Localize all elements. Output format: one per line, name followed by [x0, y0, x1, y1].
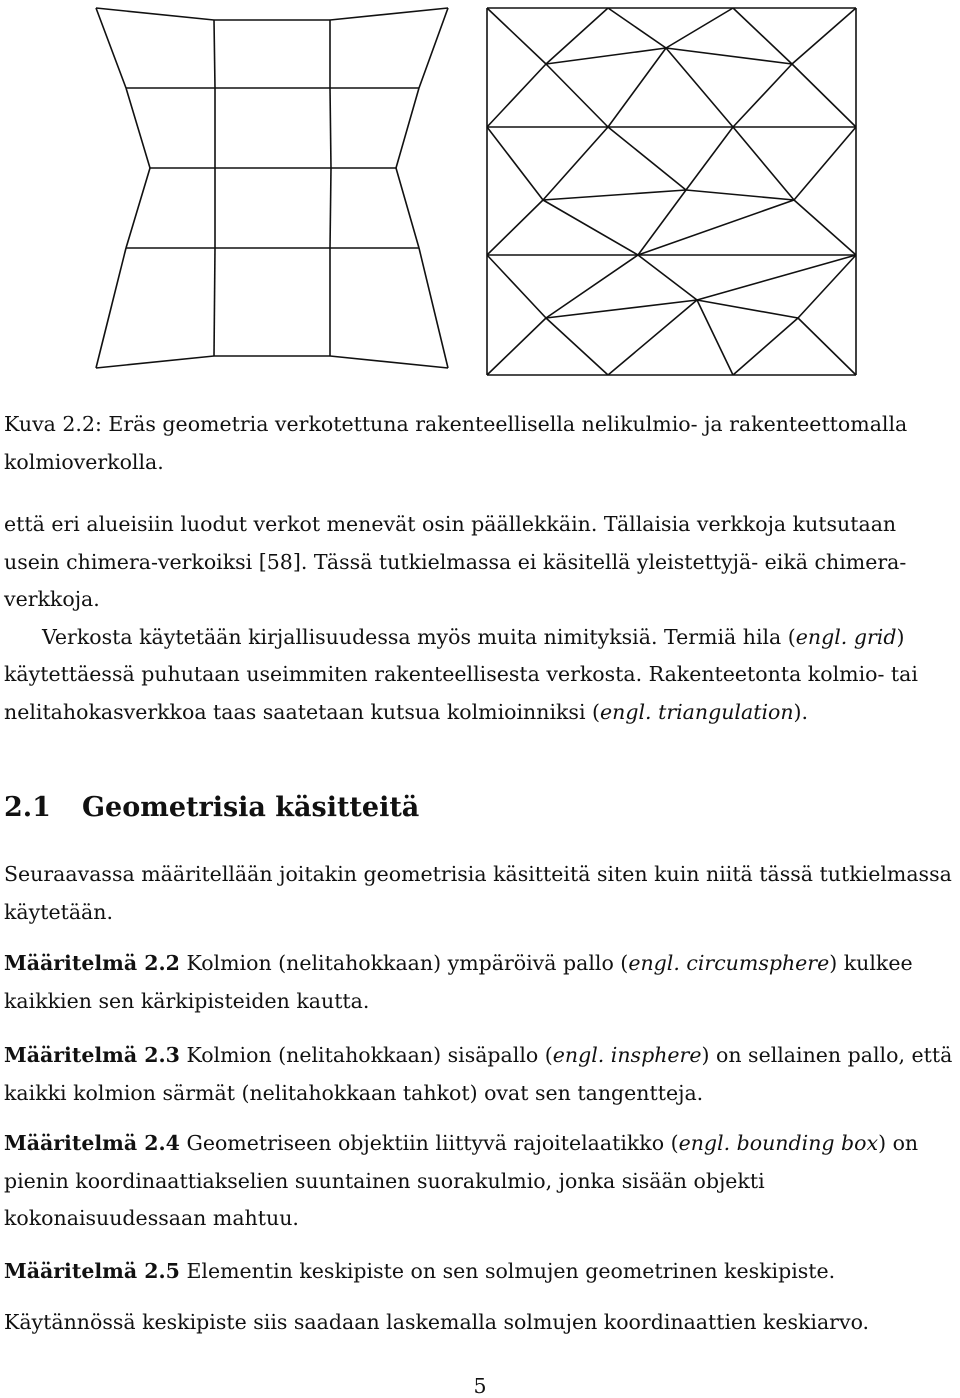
- figure-caption: [4, 406, 956, 481]
- mesh-edge: [96, 8, 214, 20]
- text-run: Geometriseen objektiin liittyvä rajoitelaatikko (: [179, 1131, 679, 1155]
- mesh-edge: [546, 48, 666, 64]
- mesh-edge: [546, 8, 608, 64]
- mesh-edge: [330, 8, 448, 20]
- triangle-mesh-diagram: [487, 8, 856, 375]
- mesh-edge: [419, 8, 448, 88]
- mesh-edge: [330, 88, 331, 168]
- mesh-edge: [96, 356, 214, 368]
- mesh-edge: [666, 48, 733, 127]
- text-run: Kolmion (nelitahokkaan) ympäröivä pallo (: [179, 951, 629, 975]
- page-number: 5: [473, 1374, 487, 1398]
- mesh-edge: [487, 64, 546, 127]
- paragraph-chimera: että eri alueisiin luodut verkot menevät osin päällekkäin. Tällaisia verkkoja kutsutaan usein chimera-verkoiksi [58]. Tässä tutkielmassa ei käsitellä yleistettyjä- eikä chimera-verkkoja.: [4, 512, 907, 611]
- mesh-edge: [792, 64, 856, 127]
- mesh-edge: [543, 190, 686, 200]
- mesh-edge: [546, 64, 608, 127]
- mesh-edge: [794, 127, 856, 200]
- mesh-edge: [733, 8, 792, 64]
- mesh-edge: [608, 300, 697, 375]
- english-term: engl. bounding box: [678, 1131, 879, 1155]
- text-run: ) käytettäessä puhutaan useimmiten rakenteellisesta verkosta. Rakenteetonta kolmio- tai nelitahokasverkkoa taas saatetaan kutsua kolmioinniksi (: [4, 624, 918, 724]
- mesh-edge: [330, 168, 331, 248]
- mesh-edge: [214, 248, 215, 356]
- mesh-edge: [697, 300, 733, 375]
- english-term: engl. triangulation: [600, 699, 794, 724]
- definition-2-2: [4, 945, 956, 1020]
- text-run: Kolmion (nelitahokkaan) sisäpallo (: [179, 1043, 553, 1067]
- section-intro: [4, 856, 956, 931]
- mesh-edge: [126, 88, 150, 168]
- definition-2-5: [4, 1253, 956, 1291]
- mesh-edge: [543, 200, 638, 255]
- mesh-edge: [487, 8, 546, 64]
- mesh-edge: [487, 318, 546, 375]
- mesh-edge: [396, 88, 419, 168]
- english-term: engl. insphere: [552, 1043, 702, 1067]
- mesh-edge: [666, 48, 792, 64]
- text-run: ) on pienin koordinaattiakselien suuntainen suorakulmio, jonka sisään objekti kokonaisuudessaan mahtuu.: [4, 1131, 919, 1230]
- mesh-edge: [792, 8, 856, 64]
- mesh-figure: [0, 0, 960, 385]
- mesh-edge: [794, 200, 856, 255]
- definition-label: Määritelmä 2.3: [4, 1043, 180, 1067]
- definition-2-3: [4, 1037, 956, 1112]
- mesh-edge: [96, 248, 126, 368]
- text-run: Verkosta käytetään kirjallisuudessa myös muita nimityksiä. Termiä hila (: [42, 624, 796, 649]
- mesh-edge: [686, 127, 733, 190]
- mesh-edge: [733, 64, 792, 127]
- section-heading: [4, 792, 419, 823]
- body-paragraph: [4, 506, 956, 731]
- mesh-edge: [733, 318, 798, 375]
- section-number: 2.1: [4, 792, 51, 823]
- mesh-edge: [487, 200, 543, 255]
- mesh-edge: [638, 190, 686, 255]
- definition-label: Määritelmä 2.4: [4, 1131, 180, 1155]
- intro-text: Seuraavassa määritellään joitakin geometrisia käsitteitä siten kuin niitä tässä tutkielmassa käytetään.: [4, 862, 952, 924]
- mesh-edge: [798, 318, 856, 375]
- definition-label: Määritelmä 2.5: [4, 1259, 180, 1283]
- mesh-edge: [487, 255, 546, 318]
- mesh-edge: [396, 168, 419, 248]
- mesh-edge: [546, 318, 608, 375]
- section-title: Geometrisia käsitteitä: [82, 792, 420, 823]
- quad-mesh-diagram: [96, 8, 448, 368]
- mesh-edge: [697, 255, 856, 300]
- text-run: ).: [793, 699, 809, 724]
- english-term: engl. circumsphere: [628, 951, 830, 975]
- mesh-edge: [487, 127, 543, 200]
- mesh-edge: [638, 255, 697, 300]
- mesh-edge: [214, 20, 215, 88]
- english-term: engl. grid: [795, 624, 897, 649]
- definition-label: Määritelmä 2.2: [4, 951, 180, 975]
- mesh-edge: [798, 255, 856, 318]
- mesh-edge: [543, 127, 608, 200]
- mesh-edge: [96, 8, 126, 88]
- mesh-edge: [638, 200, 794, 255]
- mesh-edge: [733, 127, 794, 200]
- mesh-edge: [608, 8, 666, 48]
- mesh-edge: [419, 248, 448, 368]
- mesh-edge: [126, 168, 150, 248]
- paragraph-terminology: [4, 619, 956, 732]
- caption-text: Kuva 2.2: Eräs geometria verkotettuna rakenteellisella nelikulmio- ja rakenteettomalla kolmioverkolla.: [4, 412, 908, 474]
- text-run: Elementin keskipiste on sen solmujen geometrinen keskipiste.: [179, 1259, 836, 1283]
- mesh-edge: [697, 300, 798, 318]
- text-run: ) kulkee kaikkien sen kärkipisteiden kautta.: [4, 951, 913, 1013]
- mesh-edge: [608, 48, 666, 127]
- closing-paragraph: [4, 1304, 956, 1342]
- definition-2-4: [4, 1125, 956, 1238]
- mesh-edge: [686, 190, 794, 200]
- text-run: ) on sellainen pallo, että kaikki kolmion särmät (nelitahokkaan tahkot) ovat sen tangentteja.: [4, 1043, 953, 1105]
- mesh-edge: [608, 127, 686, 190]
- closing-text: Käytännössä keskipiste siis saadaan laskemalla solmujen koordinaattien keskiarvo.: [4, 1310, 870, 1334]
- mesh-edge: [330, 356, 448, 368]
- mesh-edge: [666, 8, 733, 48]
